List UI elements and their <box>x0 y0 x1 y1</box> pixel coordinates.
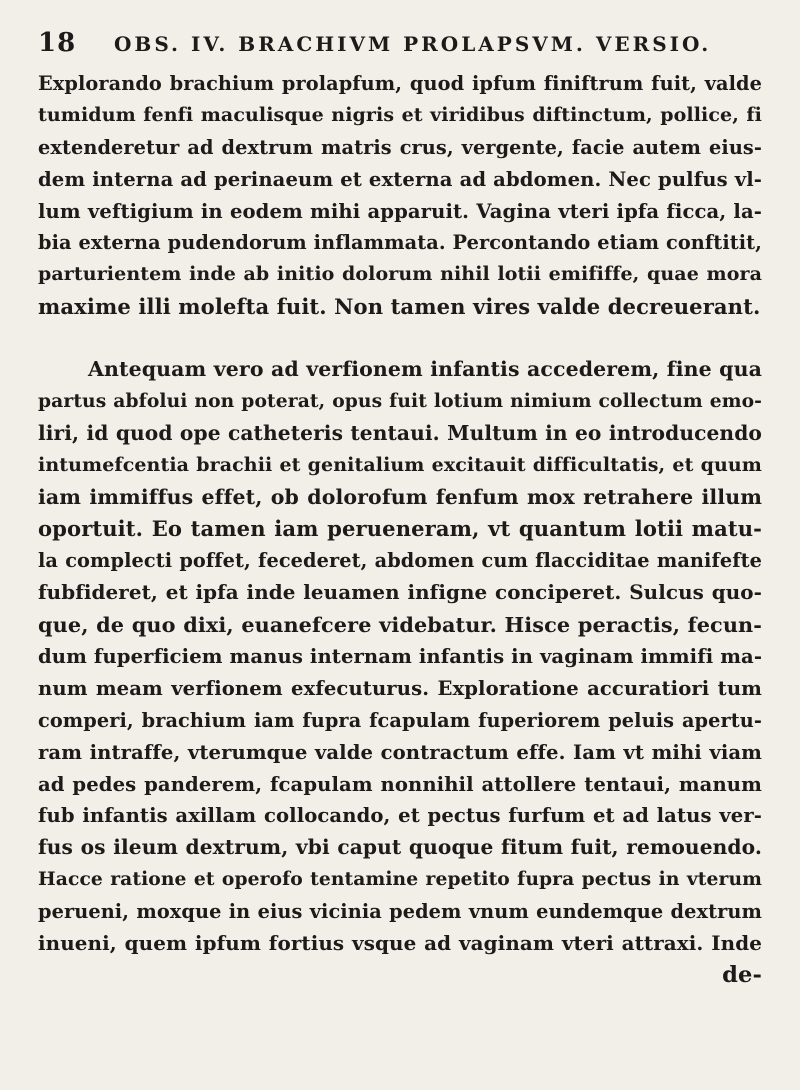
catchword: de- <box>722 961 762 988</box>
text-line: liri, id quod ope catheteris tentaui. Multum in eo introducendo <box>38 420 762 445</box>
text-line: tumidum fenfi maculisque nigris et viridibus diftinctum, pollice, fi <box>38 103 762 126</box>
text-line: maxime illi molefta fuit. Non tamen vires valde decreuerant. <box>38 294 761 320</box>
text-line: fus os ileum dextrum, vbi caput quoque fitum fuit, remouendo. <box>38 835 762 860</box>
text-line: partus abfolui non poterat, opus fuit lotium nimium collectum emo- <box>38 389 762 412</box>
page-header <box>38 28 778 64</box>
text-line: parturientem inde ab initio dolorum nihil lotii emififfe, quae mora <box>38 263 762 286</box>
text-line: num meam verfionem exfecuturus. Exploratione accuratiori tum <box>38 676 762 700</box>
text-line: que, de quo dixi, euanefcere videbatur. Hisce peractis, fecun- <box>38 612 762 638</box>
paragraph-2 <box>38 354 762 992</box>
text-line: extenderetur ad dextrum matris crus, vergente, facie autem eius- <box>38 135 762 159</box>
text-line: Antequam vero ad verfionem infantis accederem, fine qua <box>88 357 762 381</box>
text-line: la complecti poffet, fecederet, abdomen cum flacciditae manifefte <box>38 549 762 573</box>
page-number: 18 <box>38 28 77 58</box>
text-line: fub infantis axillam collocando, et pectus furfum et ad latus ver- <box>38 804 762 828</box>
running-head: OBS. IV. BRACHIVM PROLAPSVM. VERSIO. <box>114 32 712 56</box>
paragraph-1 <box>38 68 762 323</box>
text-line: intumefcentia brachii et genitalium excitauit difficultatis, et quum <box>38 453 762 476</box>
text-line: dem interna ad perinaeum et externa ad abdomen. Nec pulfus vl- <box>38 167 762 191</box>
text-line: ad pedes panderem, fcapulam nonnihil attollere tentaui, manum <box>38 772 762 796</box>
text-line: Hacce ratione et operofo tentamine repetito fupra pectus in vterum <box>38 868 762 891</box>
text-line: dum fuperficiem manus internam infantis in vaginam immifi ma- <box>38 645 763 669</box>
text-line: iam immiffus effet, ob dolorofum fenfum mox retrahere illum <box>38 484 762 509</box>
text-line: lum veftigium in eodem mihi apparuit. Vagina vteri ipfa ficca, la- <box>38 199 762 223</box>
text-line: bia externa pudendorum inflammata. Percontando etiam conftitit, <box>38 231 762 255</box>
text-line: Explorando brachium prolapfum, quod ipfum finiftrum fuit, valde <box>38 72 762 95</box>
text-line: inueni, quem ipfum fortius vsque ad vaginam vteri attraxi. Inde <box>38 931 762 956</box>
text-line: perueni, moxque in eius vicinia pedem vnum eundemque dextrum <box>38 900 762 924</box>
text-line: ram intraffe, vterumque valde contractum effe. Iam vt mihi viam <box>38 740 762 764</box>
text-line: oportuit. Eo tamen iam perueneram, vt quantum lotii matu- <box>38 516 762 542</box>
text-line: fubfideret, et ipfa inde leuamen infigne conciperet. Sulcus quo- <box>38 580 762 605</box>
text-line: comperi, brachium iam fupra fcapulam fuperiorem peluis apertu- <box>38 708 762 732</box>
